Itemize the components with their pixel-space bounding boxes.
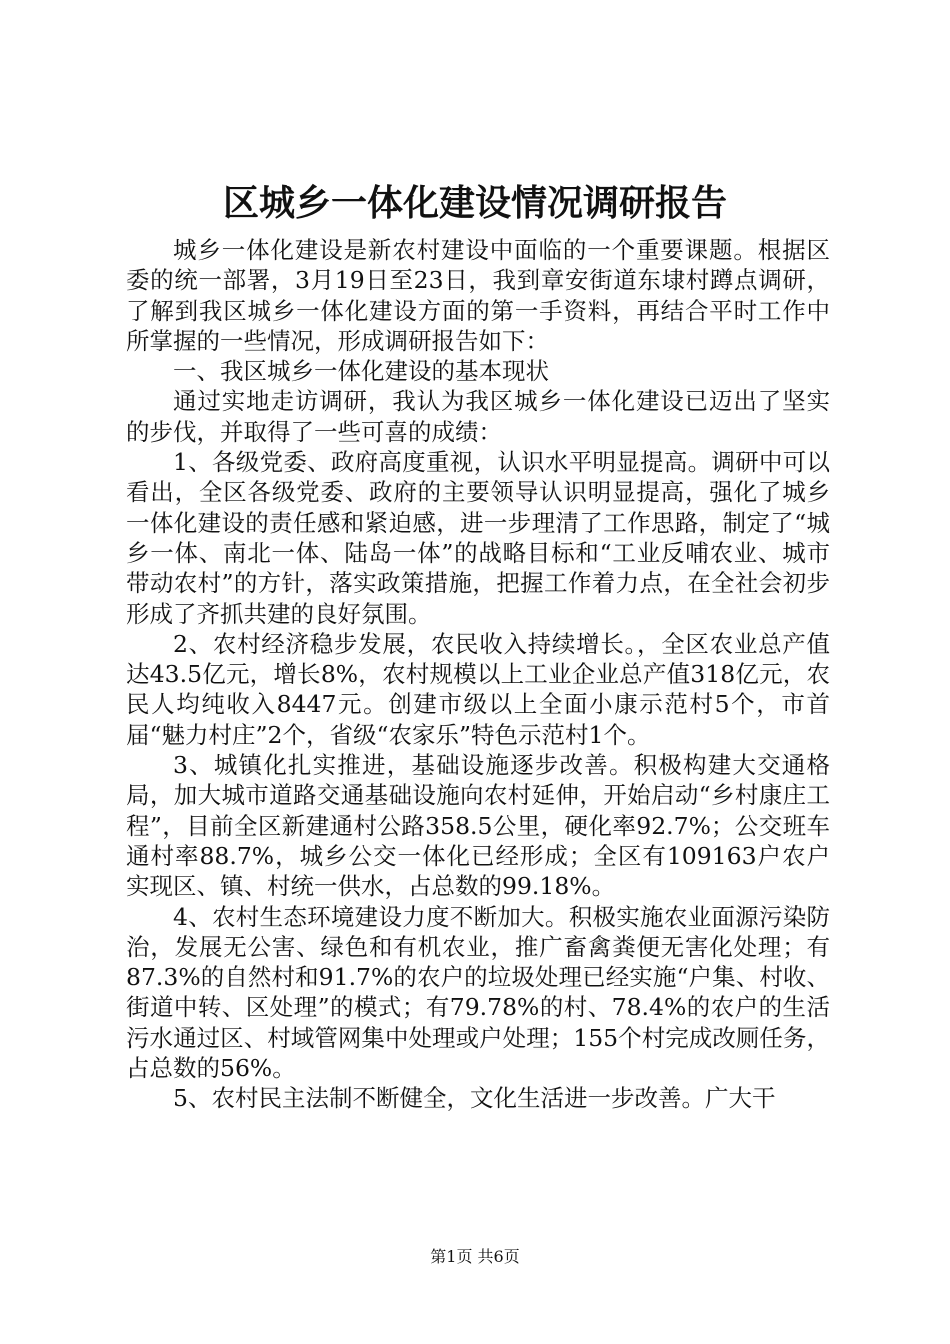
section-intro-paragraph: 通过实地走访调研，我认为我区城乡一体化建设已迈出了坚实的步伐，并取得了一些可喜的成绩： bbox=[126, 387, 830, 446]
section-heading: 一、我区城乡一体化建设的基本现状 bbox=[173, 357, 549, 386]
point-3-paragraph: 3、城镇化扎实推进，基础设施逐步改善。积极构建大交通格局，加大城市道路交通基础设施向农村延伸，开始启动“乡村康庄工程”，目前全区新建通村公路358.5公里，硬化率92.7%；公交班车通村率88.7%，城乡公交一体化已经形成；全区有109163户农户实现区、镇、村统一供水，占总数的99.18%。 bbox=[126, 751, 830, 901]
document-title: 区城乡一体化建设情况调研报告 bbox=[222, 182, 727, 224]
point-5-paragraph: 5、农村民主法制不断健全，文化生活进一步改善。广大干 bbox=[173, 1084, 776, 1113]
intro-paragraph: 城乡一体化建设是新农村建设中面临的一个重要课题。根据区委的统一部署，3月19日至23日，我到章安街道东埭村蹲点调研，了解到我区城乡一体化建设方面的第一手资料，再结合平时工作中所掌握的一些情况，形成调研报告如下： bbox=[126, 236, 830, 355]
page-footer: 第1页 共6页 bbox=[430, 1247, 520, 1266]
point-1-paragraph: 1、各级党委、政府高度重视，认识水平明显提高。调研中可以看出，全区各级党委、政府的主要领导认识明显提高，强化了城乡一体化建设的责任感和紧迫感，进一步理清了工作思路，制定了“城乡一体、南北一体、陆岛一体”的战略目标和“工业反哺农业、城市带动农村”的方针，落实政策措施，把握工作着力点，在全社会初步形成了齐抓共建的良好氛围。 bbox=[126, 448, 830, 628]
document-body bbox=[126, 235, 830, 1114]
point-2-paragraph: 2、农村经济稳步发展，农民收入持续增长。，全区农业总产值达43.5亿元，增长8%，农村规模以上工业企业总产值318亿元，农民人均纯收入8447元。创建市级以上全面小康示范村5个，市首届“魅力村庄”2个，省级“农家乐”特色示范村1个。 bbox=[126, 629, 830, 749]
point-4-paragraph: 4、农村生态环境建设力度不断加大。积极实施农业面源污染防治，发展无公害、绿色和有机农业，推广畜禽粪便无害化处理；有87.3%的自然村和91.7%的农户的垃圾处理已经实施“户集、村收、街道中转、区处理”的模式；有79.78%的村、78.4%的农户的生活污水通过区、村域管网集中处理或户处理；155个村完成改厕任务，占总数的56%。 bbox=[126, 902, 830, 1083]
